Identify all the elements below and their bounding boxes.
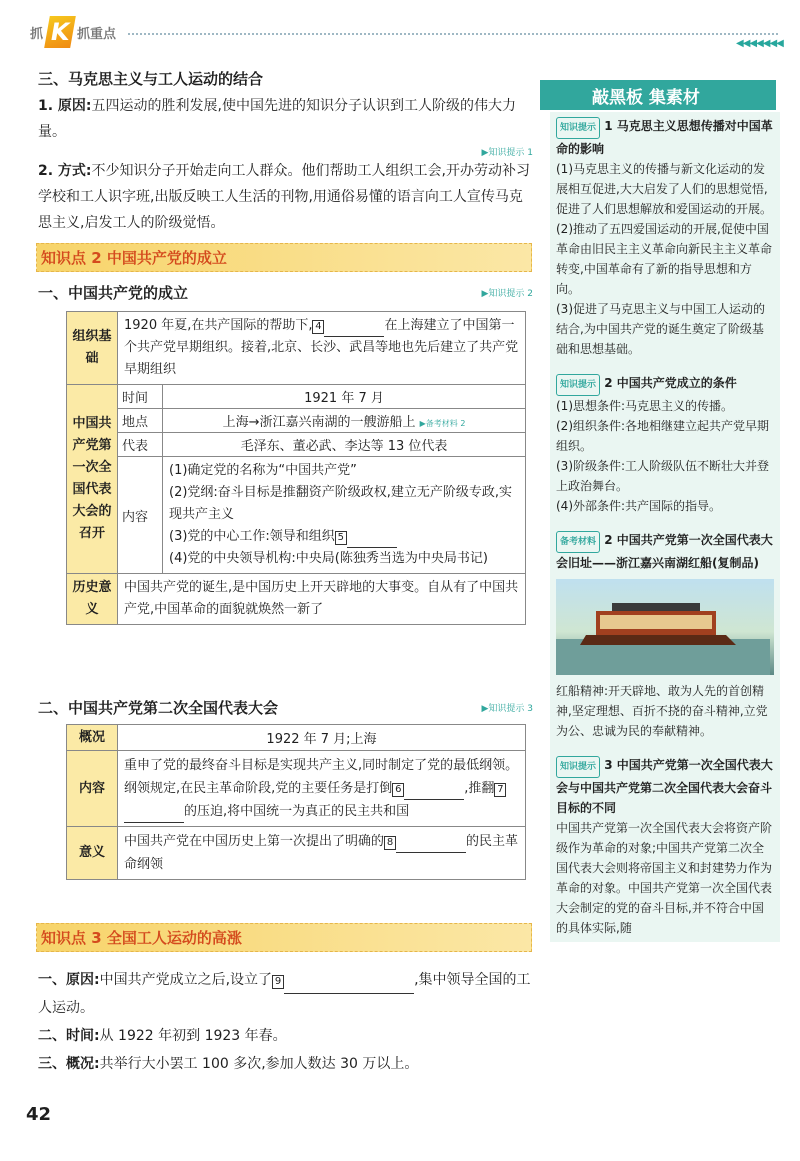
hint-link-3[interactable]: ▶知识提示 3 [481, 704, 533, 714]
answer-blank-6[interactable] [404, 799, 464, 800]
material-2-title-text: 2 中国共产党第一次全国代表大会旧址——浙江嘉兴南湖红船(复制品) [556, 533, 773, 570]
kp3-overview-text: 共举行大小罢工 100 多次,参加人数达 30 万以上。 [99, 1056, 419, 1072]
blank-number-8: 8 [384, 836, 396, 850]
content-item-2: (2)党纲:奋斗目标是推翻资产阶级政权,建立无产阶级专政,实现共产主义 [169, 485, 513, 522]
founding-table [66, 311, 526, 625]
table-row [67, 827, 526, 880]
congress-label: 中国共产党第一次全国代表大会的召开 [67, 385, 118, 574]
tip-3-tag: 知识提示 [556, 756, 600, 778]
content2-cell [118, 751, 526, 827]
blank-number-4: 4 [312, 320, 324, 334]
tip-2-title-text: 2 中国共产党成立的条件 [604, 376, 737, 390]
brand-logo [26, 16, 120, 48]
content2-text-b: ,推翻 [464, 781, 495, 796]
content-item-3-text: (3)党的中心工作:领导和组织 [169, 529, 335, 544]
time-label: 时间 [118, 385, 163, 409]
hint-link-1[interactable]: ▶知识提示 1 [481, 148, 533, 158]
content2-text-a: 重申了党的最终奋斗目标是实现共产主义,同时制定了党的最低纲领。纲领规定,在民主革命阶段,党的主要任务是打倒 [124, 758, 519, 796]
sidebar-header [540, 80, 776, 110]
tip-1-para-3: (3)促进了马克思主义与中国工人运动的结合,为中国共产党的诞生奠定了阶级基础和思想基础。 [556, 302, 765, 356]
kp3-cause-text-a: 中国共产党成立之后,设立了 [99, 972, 273, 988]
significance-label: 历史意义 [67, 574, 118, 625]
answer-blank-4[interactable] [324, 336, 384, 337]
meaning-cell [118, 827, 526, 880]
org-basis-label: 组织基础 [67, 312, 118, 385]
significance-value: 中国共产党的诞生,是中国历史上开天辟地的大事变。自从有了中国共产党,中国革命的面貌就焕然一新了 [118, 574, 526, 625]
kp3-cause [38, 966, 533, 1022]
tip-1-para-1: (1)马克思主义的传播与新文化运动的发展相互促进,大大启发了人们的思想觉悟,促进了人们思想解放和爱国运动的开展。 [556, 162, 773, 216]
meaning-text-b: 的民主革命纲领 [124, 834, 519, 872]
tip-1-para-2: (2)推动了五四爱国运动的开展,促使中国革命由旧民主主义革命向新民主主义革命转变,中国革命有了新的指导思想和方向。 [556, 222, 773, 296]
content2-label: 内容 [67, 751, 118, 827]
tip-3-para: 中国共产党第一次全国代表大会将资产阶级作为革命的对象;中国共产党第二次全国代表大会则将帝国主义和封建势力作为革命的对象。中国共产党第一次全国代表大会制定的党的奋斗目标,并不符合中国的具体实际,随 [556, 821, 773, 935]
knowledge-point-2-banner [36, 243, 532, 272]
kp3-cause-text-b: ,集中领导全国的工人运动。 [38, 972, 531, 1016]
material-2-title [556, 530, 774, 573]
answer-blank-8[interactable] [396, 852, 466, 853]
tip-3-title-text: 3 中国共产党第一次全国代表大会与中国共产党第二次全国代表大会奋斗目标的不同 [556, 758, 773, 815]
kp3-overview [38, 1050, 533, 1078]
blank-number-9: 9 [272, 975, 284, 989]
logo-text: 抓重点 [77, 26, 117, 42]
tip-2-para-3: (3)阶级条件:工人阶级队伍不断壮大并登上政治舞台。 [556, 459, 770, 493]
table-row [67, 725, 526, 751]
sidebar-panel [550, 112, 780, 942]
table-row [67, 574, 526, 625]
section-three [38, 68, 533, 236]
sidebar-header-title: 敲黑板 集素材 [592, 87, 700, 108]
content-label: 内容 [118, 457, 163, 574]
logo-letter: K [44, 16, 76, 48]
tip-2-para-4: (4)外部条件:共产国际的指导。 [556, 499, 722, 513]
rep-label: 代表 [118, 433, 163, 457]
answer-blank-7[interactable] [124, 822, 184, 823]
table-row [67, 385, 526, 409]
blank-number-7: 7 [494, 783, 506, 797]
tip-2-para-1: (1)思想条件:马克思主义的传播。 [556, 399, 734, 413]
kp3-items [38, 966, 533, 1078]
cause-text: 五四运动的胜利发展,使中国先进的知识分子认识到工人阶级的伟大力量。 [38, 98, 516, 140]
org-text-b: 在上海建立了中国第一个共产党早期组织。接着,北京、长沙、武昌等地也先后建立了共产党早期组织 [124, 318, 519, 377]
red-boat-photo [556, 579, 774, 675]
kp3-time [38, 1022, 533, 1050]
knowledge-point-2-title: 知识点 2 中国共产党的成立 [41, 249, 227, 267]
table-row [67, 433, 526, 457]
section-three-title: 三、马克思主义与工人运动的结合 [38, 70, 264, 88]
kp3-cause-label: 一、原因: [38, 972, 100, 988]
tip-3-title [556, 755, 774, 818]
place-label: 地点 [118, 409, 163, 433]
knowledge-point-3-banner [36, 923, 532, 952]
content-item-1: (1)确定党的名称为“中国共产党” [169, 463, 357, 478]
blank-number-6: 6 [392, 783, 404, 797]
paragraph-method [38, 158, 533, 236]
content-cell [163, 457, 526, 574]
subsection-two-title: 二、中国共产党第二次全国代表大会 [38, 699, 279, 717]
tip-2-para-2: (2)组织条件:各地相继建立起共产党早期组织。 [556, 419, 770, 453]
material-2-caption: 红船精神:开天辟地、敢为人先的首创精神,坚定理想、百折不挠的奋斗精神,立党为公、忠诚为民的奉献精神。 [556, 684, 768, 738]
logo-text-left: 抓 [30, 26, 44, 42]
meaning-label: 意义 [67, 827, 118, 880]
subsection-one-title: 一、中国共产党的成立 [38, 284, 189, 302]
time-value: 1921 年 7 月 [163, 385, 526, 409]
tip-2-title [556, 373, 774, 396]
rep-value: 毛泽东、董必武、李达等 13 位代表 [163, 433, 526, 457]
arrows-icon: ◀◀◀◀◀◀◀ [736, 38, 783, 49]
cause-label: 1. 原因: [38, 98, 92, 114]
table-row [67, 751, 526, 827]
overview-value: 1922 年 7 月;上海 [118, 725, 526, 751]
table-row [67, 312, 526, 385]
blank-number-5: 5 [335, 531, 347, 545]
content2-text-c: 的压迫,将中国统一为真正的民主共和国 [184, 804, 410, 819]
meaning-text-a: 中国共产党在中国历史上第一次提出了明确的 [124, 834, 385, 849]
kp3-time-label: 二、时间: [38, 1028, 100, 1044]
org-text-a: 1920 年夏,在共产国际的帮助下, [124, 318, 313, 333]
answer-blank-9[interactable] [284, 993, 414, 994]
hint-link-2[interactable]: ▶知识提示 2 [481, 289, 533, 299]
tip-1-title [556, 116, 774, 159]
page-number: 42 [26, 1104, 52, 1125]
table-row [67, 457, 526, 574]
red-boat-icon [556, 579, 770, 675]
method-label: 2. 方式: [38, 163, 92, 179]
content-item-3 [169, 526, 519, 548]
knowledge-point-3-title: 知识点 3 全国工人运动的高涨 [41, 929, 242, 947]
second-congress-table [66, 724, 526, 880]
tip-2-tag: 知识提示 [556, 374, 600, 396]
hint-material-2[interactable]: ▶备考材料 2 [419, 419, 466, 428]
subsection-two-header [38, 697, 533, 718]
kp3-overview-label: 三、概况: [38, 1056, 100, 1072]
table-row [67, 409, 526, 433]
method-text: 不少知识分子开始走向工人群众。他们帮助工人组织工会,开办劳动补习学校和工人识字班,出版反映工人生活的刊物,用通俗易懂的语言向工人宣传马克思主义,启发工人的阶级觉悟。 [38, 163, 530, 231]
org-basis-cell [118, 312, 526, 385]
material-2-tag: 备考材料 [556, 531, 600, 553]
overview-label: 概况 [67, 725, 118, 751]
paragraph-cause [38, 93, 533, 145]
place-cell [163, 409, 526, 433]
header-divider [128, 33, 778, 35]
subsection-one-header [38, 282, 533, 303]
tip-1-tag: 知识提示 [556, 117, 600, 139]
tip-1-title-text: 1 马克思主义思想传播对中国革命的影响 [556, 119, 773, 156]
kp3-time-text: 从 1922 年初到 1923 年春。 [99, 1028, 287, 1044]
place-value: 上海→浙江嘉兴南湖的一艘游船上 [222, 415, 416, 430]
content-item-4: (4)党的中央领导机构:中央局(陈独秀当选为中央局书记) [169, 551, 488, 566]
